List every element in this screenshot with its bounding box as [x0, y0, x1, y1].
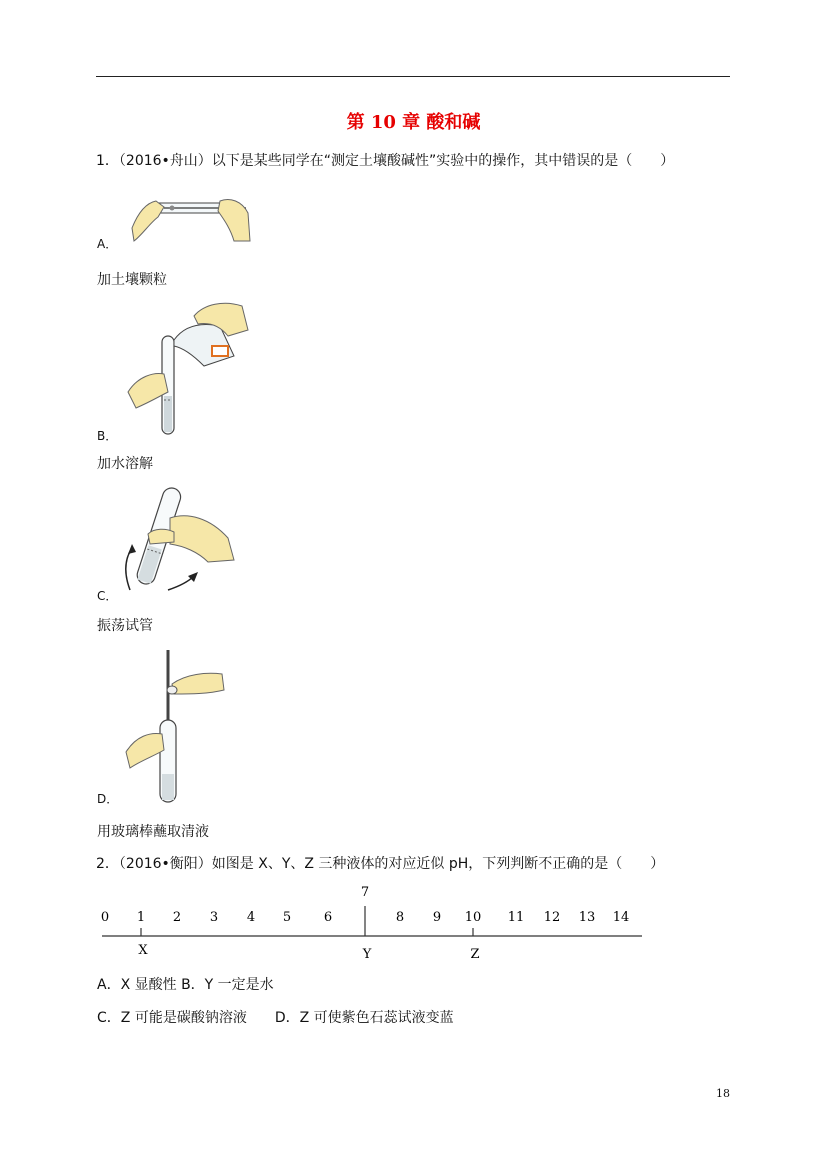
- option-d-letter: D．: [97, 792, 119, 806]
- ph-tick-label-10: 10: [464, 910, 482, 925]
- ph-tick-label-9: 9: [432, 910, 442, 925]
- question-2-stem: 2．（2016•衡阳）如图是 X、Y、Z 三种液体的对应近似 pH，下列判断不正确的是（ ）: [96, 856, 665, 872]
- page-number: 18: [716, 1087, 730, 1100]
- ph-tick-label-0: 0: [100, 910, 110, 925]
- chapter-title: 第 10 章 酸和碱: [346, 112, 481, 133]
- option-a-letter: A．: [97, 237, 118, 251]
- option-a-illustration: [124, 183, 254, 245]
- option-c-illustration: [118, 482, 242, 600]
- option-d-caption: 用玻璃棒蘸取清液: [97, 824, 209, 840]
- question-2-answers-line-2: C．Z 可能是碳酸钠溶液 D．Z 可使紫色石蕊试液变蓝: [97, 1010, 454, 1026]
- ph-marker-label-y: Y: [362, 947, 372, 962]
- option-b-letter: B．: [97, 429, 118, 443]
- ph-tick-label-3: 3: [209, 910, 219, 925]
- option-c-letter: C．: [97, 589, 118, 603]
- option-c-caption: 振荡试管: [97, 618, 153, 634]
- ph-tick-label-2: 2: [172, 910, 182, 925]
- option-a-caption: 加土壤颗粒: [97, 272, 167, 288]
- ph-tick-label-6: 6: [323, 910, 333, 925]
- ph-marker-label-z: Z: [470, 947, 480, 962]
- header-rule: [96, 76, 730, 77]
- ph-tick-label-7: 7: [360, 885, 370, 900]
- ph-scale-markers: [138, 906, 479, 962]
- option-b-illustration: [124, 296, 254, 438]
- ph-tick-label-1: 1: [136, 910, 146, 925]
- ph-scale-diagram: [96, 882, 656, 964]
- ph-marker-label-x: X: [138, 943, 148, 958]
- ph-tick-label-4: 4: [246, 910, 256, 925]
- ph-tick-label-14: 14: [612, 910, 630, 925]
- question-2-answers-line-1: A．X 显酸性 B．Y 一定是水: [97, 977, 274, 993]
- question-1-stem: 1．（2016•舟山）以下是某些同学在“测定土壤酸碱性”实验中的操作，其中错误的是（ ）: [96, 153, 675, 169]
- ph-tick-label-5: 5: [282, 910, 292, 925]
- option-d-illustration: [122, 648, 228, 804]
- ph-tick-label-8: 8: [395, 910, 405, 925]
- ph-tick-label-12: 12: [543, 910, 561, 925]
- option-b-caption: 加水溶解: [97, 456, 153, 472]
- ph-tick-label-13: 13: [578, 910, 596, 925]
- ph-tick-label-11: 11: [507, 910, 525, 925]
